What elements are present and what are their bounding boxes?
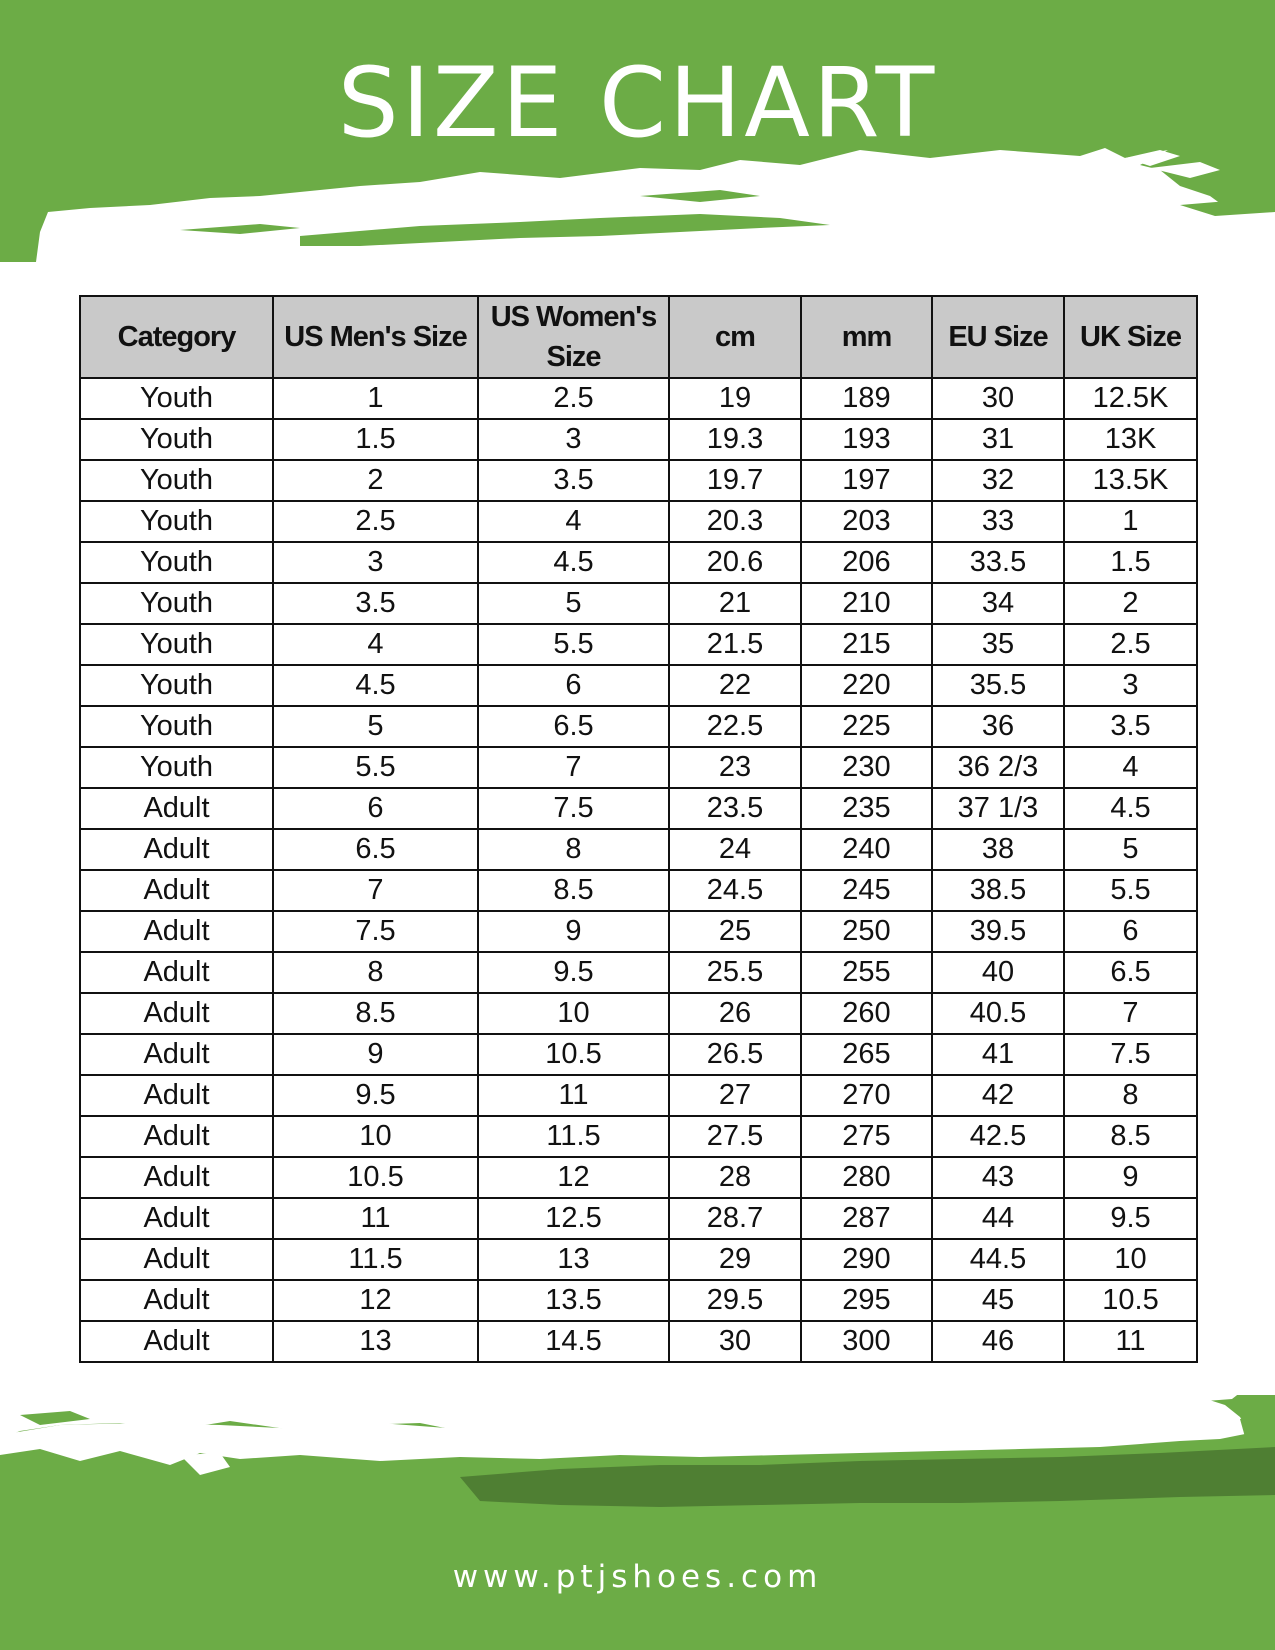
cell-uk: 5.5 <box>1064 870 1197 911</box>
cell-category: Youth <box>80 460 273 501</box>
cell-uk: 9 <box>1064 1157 1197 1198</box>
cell-us-mens: 3 <box>273 542 478 583</box>
cell-category: Youth <box>80 378 273 419</box>
table-row <box>80 993 1197 1034</box>
table-row <box>80 460 1197 501</box>
cell-cm: 24.5 <box>669 870 801 911</box>
cell-category: Adult <box>80 1198 273 1239</box>
cell-eu: 42 <box>932 1075 1064 1116</box>
cell-uk: 6.5 <box>1064 952 1197 993</box>
cell-eu: 45 <box>932 1280 1064 1321</box>
cell-us-womens: 2.5 <box>478 378 669 419</box>
cell-us-mens: 7 <box>273 870 478 911</box>
cell-us-mens: 11 <box>273 1198 478 1239</box>
cell-uk: 11 <box>1064 1321 1197 1362</box>
cell-us-womens: 5.5 <box>478 624 669 665</box>
cell-cm: 28.7 <box>669 1198 801 1239</box>
table-row <box>80 1321 1197 1362</box>
table-row <box>80 1075 1197 1116</box>
cell-cm: 29.5 <box>669 1280 801 1321</box>
cell-uk: 4.5 <box>1064 788 1197 829</box>
table-row <box>80 788 1197 829</box>
cell-us-mens: 4.5 <box>273 665 478 706</box>
cell-eu: 38 <box>932 829 1064 870</box>
cell-cm: 27 <box>669 1075 801 1116</box>
cell-eu: 35.5 <box>932 665 1064 706</box>
cell-uk: 3 <box>1064 665 1197 706</box>
table-row <box>80 501 1197 542</box>
cell-cm: 25.5 <box>669 952 801 993</box>
website-url[interactable]: www.ptjshoes.com <box>452 1559 823 1595</box>
cell-eu: 42.5 <box>932 1116 1064 1157</box>
table-row <box>80 583 1197 624</box>
cell-cm: 23 <box>669 747 801 788</box>
cell-us-womens: 12.5 <box>478 1198 669 1239</box>
cell-us-mens: 7.5 <box>273 911 478 952</box>
table-row <box>80 952 1197 993</box>
cell-us-mens: 1 <box>273 378 478 419</box>
cell-us-mens: 3.5 <box>273 583 478 624</box>
cell-mm: 203 <box>801 501 932 542</box>
cell-category: Youth <box>80 542 273 583</box>
cell-us-womens: 8.5 <box>478 870 669 911</box>
cell-uk: 2.5 <box>1064 624 1197 665</box>
cell-eu: 46 <box>932 1321 1064 1362</box>
cell-us-womens: 9 <box>478 911 669 952</box>
cell-us-mens: 5.5 <box>273 747 478 788</box>
cell-mm: 270 <box>801 1075 932 1116</box>
table-row <box>80 747 1197 788</box>
table-row <box>80 706 1197 747</box>
cell-cm: 26 <box>669 993 801 1034</box>
cell-cm: 29 <box>669 1239 801 1280</box>
cell-us-mens: 4 <box>273 624 478 665</box>
cell-us-mens: 11.5 <box>273 1239 478 1280</box>
cell-us-mens: 9.5 <box>273 1075 478 1116</box>
cell-cm: 21 <box>669 583 801 624</box>
cell-cm: 25 <box>669 911 801 952</box>
cell-mm: 210 <box>801 583 932 624</box>
cell-us-womens: 4.5 <box>478 542 669 583</box>
cell-eu: 41 <box>932 1034 1064 1075</box>
cell-us-womens: 13 <box>478 1239 669 1280</box>
cell-us-womens: 10 <box>478 993 669 1034</box>
cell-us-mens: 9 <box>273 1034 478 1075</box>
column-header-eu: EU Size <box>932 296 1064 378</box>
cell-category: Adult <box>80 1034 273 1075</box>
cell-us-womens: 8 <box>478 829 669 870</box>
cell-us-womens: 3 <box>478 419 669 460</box>
cell-cm: 22.5 <box>669 706 801 747</box>
table-row <box>80 419 1197 460</box>
cell-category: Adult <box>80 1280 273 1321</box>
cell-us-mens: 2.5 <box>273 501 478 542</box>
cell-uk: 1 <box>1064 501 1197 542</box>
column-header-cm: cm <box>669 296 801 378</box>
cell-mm: 206 <box>801 542 932 583</box>
size-chart-table <box>79 295 1198 1363</box>
cell-eu: 39.5 <box>932 911 1064 952</box>
cell-uk: 13K <box>1064 419 1197 460</box>
table-row <box>80 829 1197 870</box>
cell-us-mens: 10 <box>273 1116 478 1157</box>
table-row <box>80 1239 1197 1280</box>
column-header-uk: UK Size <box>1064 296 1197 378</box>
table-row <box>80 1157 1197 1198</box>
cell-mm: 230 <box>801 747 932 788</box>
table-row <box>80 1116 1197 1157</box>
cell-uk: 6 <box>1064 911 1197 952</box>
cell-cm: 24 <box>669 829 801 870</box>
table-row <box>80 378 1197 419</box>
cell-us-womens: 11.5 <box>478 1116 669 1157</box>
table-row <box>80 542 1197 583</box>
cell-category: Adult <box>80 870 273 911</box>
cell-category: Adult <box>80 911 273 952</box>
cell-eu: 35 <box>932 624 1064 665</box>
cell-cm: 20.6 <box>669 542 801 583</box>
cell-us-mens: 1.5 <box>273 419 478 460</box>
cell-eu: 31 <box>932 419 1064 460</box>
cell-category: Adult <box>80 1157 273 1198</box>
column-header-us-mens: US Men's Size <box>273 296 478 378</box>
cell-category: Adult <box>80 1239 273 1280</box>
cell-cm: 23.5 <box>669 788 801 829</box>
cell-us-womens: 6 <box>478 665 669 706</box>
cell-mm: 255 <box>801 952 932 993</box>
column-header-mm: mm <box>801 296 932 378</box>
cell-uk: 3.5 <box>1064 706 1197 747</box>
cell-category: Youth <box>80 665 273 706</box>
cell-us-womens: 6.5 <box>478 706 669 747</box>
cell-mm: 275 <box>801 1116 932 1157</box>
cell-eu: 36 <box>932 706 1064 747</box>
page-title: SIZE CHART <box>337 47 938 159</box>
footer-banner <box>0 1395 1275 1650</box>
cell-category: Youth <box>80 583 273 624</box>
cell-us-womens: 11 <box>478 1075 669 1116</box>
cell-category: Youth <box>80 624 273 665</box>
cell-mm: 225 <box>801 706 932 747</box>
cell-uk: 12.5K <box>1064 378 1197 419</box>
cell-mm: 300 <box>801 1321 932 1362</box>
cell-us-mens: 6.5 <box>273 829 478 870</box>
cell-mm: 193 <box>801 419 932 460</box>
cell-us-womens: 4 <box>478 501 669 542</box>
cell-uk: 9.5 <box>1064 1198 1197 1239</box>
cell-eu: 33.5 <box>932 542 1064 583</box>
cell-mm: 240 <box>801 829 932 870</box>
cell-uk: 8 <box>1064 1075 1197 1116</box>
cell-eu: 34 <box>932 583 1064 624</box>
cell-us-womens: 9.5 <box>478 952 669 993</box>
cell-category: Adult <box>80 1075 273 1116</box>
brush-stroke-bottom <box>0 1395 1275 1650</box>
table-row <box>80 624 1197 665</box>
cell-mm: 189 <box>801 378 932 419</box>
cell-eu: 37 1/3 <box>932 788 1064 829</box>
cell-us-mens: 8 <box>273 952 478 993</box>
cell-cm: 19.7 <box>669 460 801 501</box>
cell-uk: 1.5 <box>1064 542 1197 583</box>
cell-mm: 245 <box>801 870 932 911</box>
table-row <box>80 1198 1197 1239</box>
cell-category: Adult <box>80 1321 273 1362</box>
cell-uk: 13.5K <box>1064 460 1197 501</box>
cell-category: Adult <box>80 993 273 1034</box>
cell-uk: 7 <box>1064 993 1197 1034</box>
cell-us-womens: 7 <box>478 747 669 788</box>
cell-us-womens: 13.5 <box>478 1280 669 1321</box>
cell-cm: 26.5 <box>669 1034 801 1075</box>
cell-eu: 36 2/3 <box>932 747 1064 788</box>
cell-category: Youth <box>80 706 273 747</box>
table-row <box>80 1034 1197 1075</box>
table-row <box>80 1280 1197 1321</box>
cell-us-mens: 13 <box>273 1321 478 1362</box>
cell-cm: 27.5 <box>669 1116 801 1157</box>
table-row <box>80 665 1197 706</box>
cell-uk: 10 <box>1064 1239 1197 1280</box>
cell-uk: 5 <box>1064 829 1197 870</box>
cell-eu: 38.5 <box>932 870 1064 911</box>
cell-us-womens: 3.5 <box>478 460 669 501</box>
cell-eu: 32 <box>932 460 1064 501</box>
cell-us-mens: 12 <box>273 1280 478 1321</box>
cell-us-mens: 6 <box>273 788 478 829</box>
cell-uk: 4 <box>1064 747 1197 788</box>
header-banner <box>0 0 1275 262</box>
cell-mm: 265 <box>801 1034 932 1075</box>
cell-category: Adult <box>80 952 273 993</box>
cell-mm: 197 <box>801 460 932 501</box>
cell-eu: 44 <box>932 1198 1064 1239</box>
cell-cm: 20.3 <box>669 501 801 542</box>
cell-eu: 44.5 <box>932 1239 1064 1280</box>
cell-cm: 28 <box>669 1157 801 1198</box>
cell-us-womens: 12 <box>478 1157 669 1198</box>
cell-us-womens: 10.5 <box>478 1034 669 1075</box>
cell-category: Adult <box>80 1116 273 1157</box>
cell-uk: 8.5 <box>1064 1116 1197 1157</box>
cell-uk: 10.5 <box>1064 1280 1197 1321</box>
table-row <box>80 911 1197 952</box>
cell-uk: 7.5 <box>1064 1034 1197 1075</box>
cell-us-womens: 14.5 <box>478 1321 669 1362</box>
cell-category: Youth <box>80 747 273 788</box>
cell-mm: 295 <box>801 1280 932 1321</box>
cell-us-mens: 10.5 <box>273 1157 478 1198</box>
cell-cm: 22 <box>669 665 801 706</box>
cell-mm: 235 <box>801 788 932 829</box>
cell-eu: 40 <box>932 952 1064 993</box>
cell-eu: 30 <box>932 378 1064 419</box>
column-header-category: Category <box>80 296 273 378</box>
cell-category: Youth <box>80 501 273 542</box>
cell-eu: 43 <box>932 1157 1064 1198</box>
cell-cm: 19 <box>669 378 801 419</box>
cell-us-mens: 5 <box>273 706 478 747</box>
cell-cm: 21.5 <box>669 624 801 665</box>
cell-mm: 287 <box>801 1198 932 1239</box>
cell-us-mens: 2 <box>273 460 478 501</box>
cell-mm: 260 <box>801 993 932 1034</box>
cell-cm: 19.3 <box>669 419 801 460</box>
cell-cm: 30 <box>669 1321 801 1362</box>
cell-us-womens: 5 <box>478 583 669 624</box>
cell-mm: 220 <box>801 665 932 706</box>
cell-mm: 215 <box>801 624 932 665</box>
table-body <box>80 378 1197 1362</box>
table-header-row <box>80 296 1197 378</box>
table-row <box>80 870 1197 911</box>
cell-uk: 2 <box>1064 583 1197 624</box>
cell-mm: 280 <box>801 1157 932 1198</box>
cell-mm: 250 <box>801 911 932 952</box>
cell-us-womens: 7.5 <box>478 788 669 829</box>
cell-category: Adult <box>80 788 273 829</box>
cell-category: Adult <box>80 829 273 870</box>
cell-us-mens: 8.5 <box>273 993 478 1034</box>
cell-category: Youth <box>80 419 273 460</box>
column-header-us-womens: US Women's Size <box>478 296 669 378</box>
cell-mm: 290 <box>801 1239 932 1280</box>
cell-eu: 33 <box>932 501 1064 542</box>
cell-eu: 40.5 <box>932 993 1064 1034</box>
